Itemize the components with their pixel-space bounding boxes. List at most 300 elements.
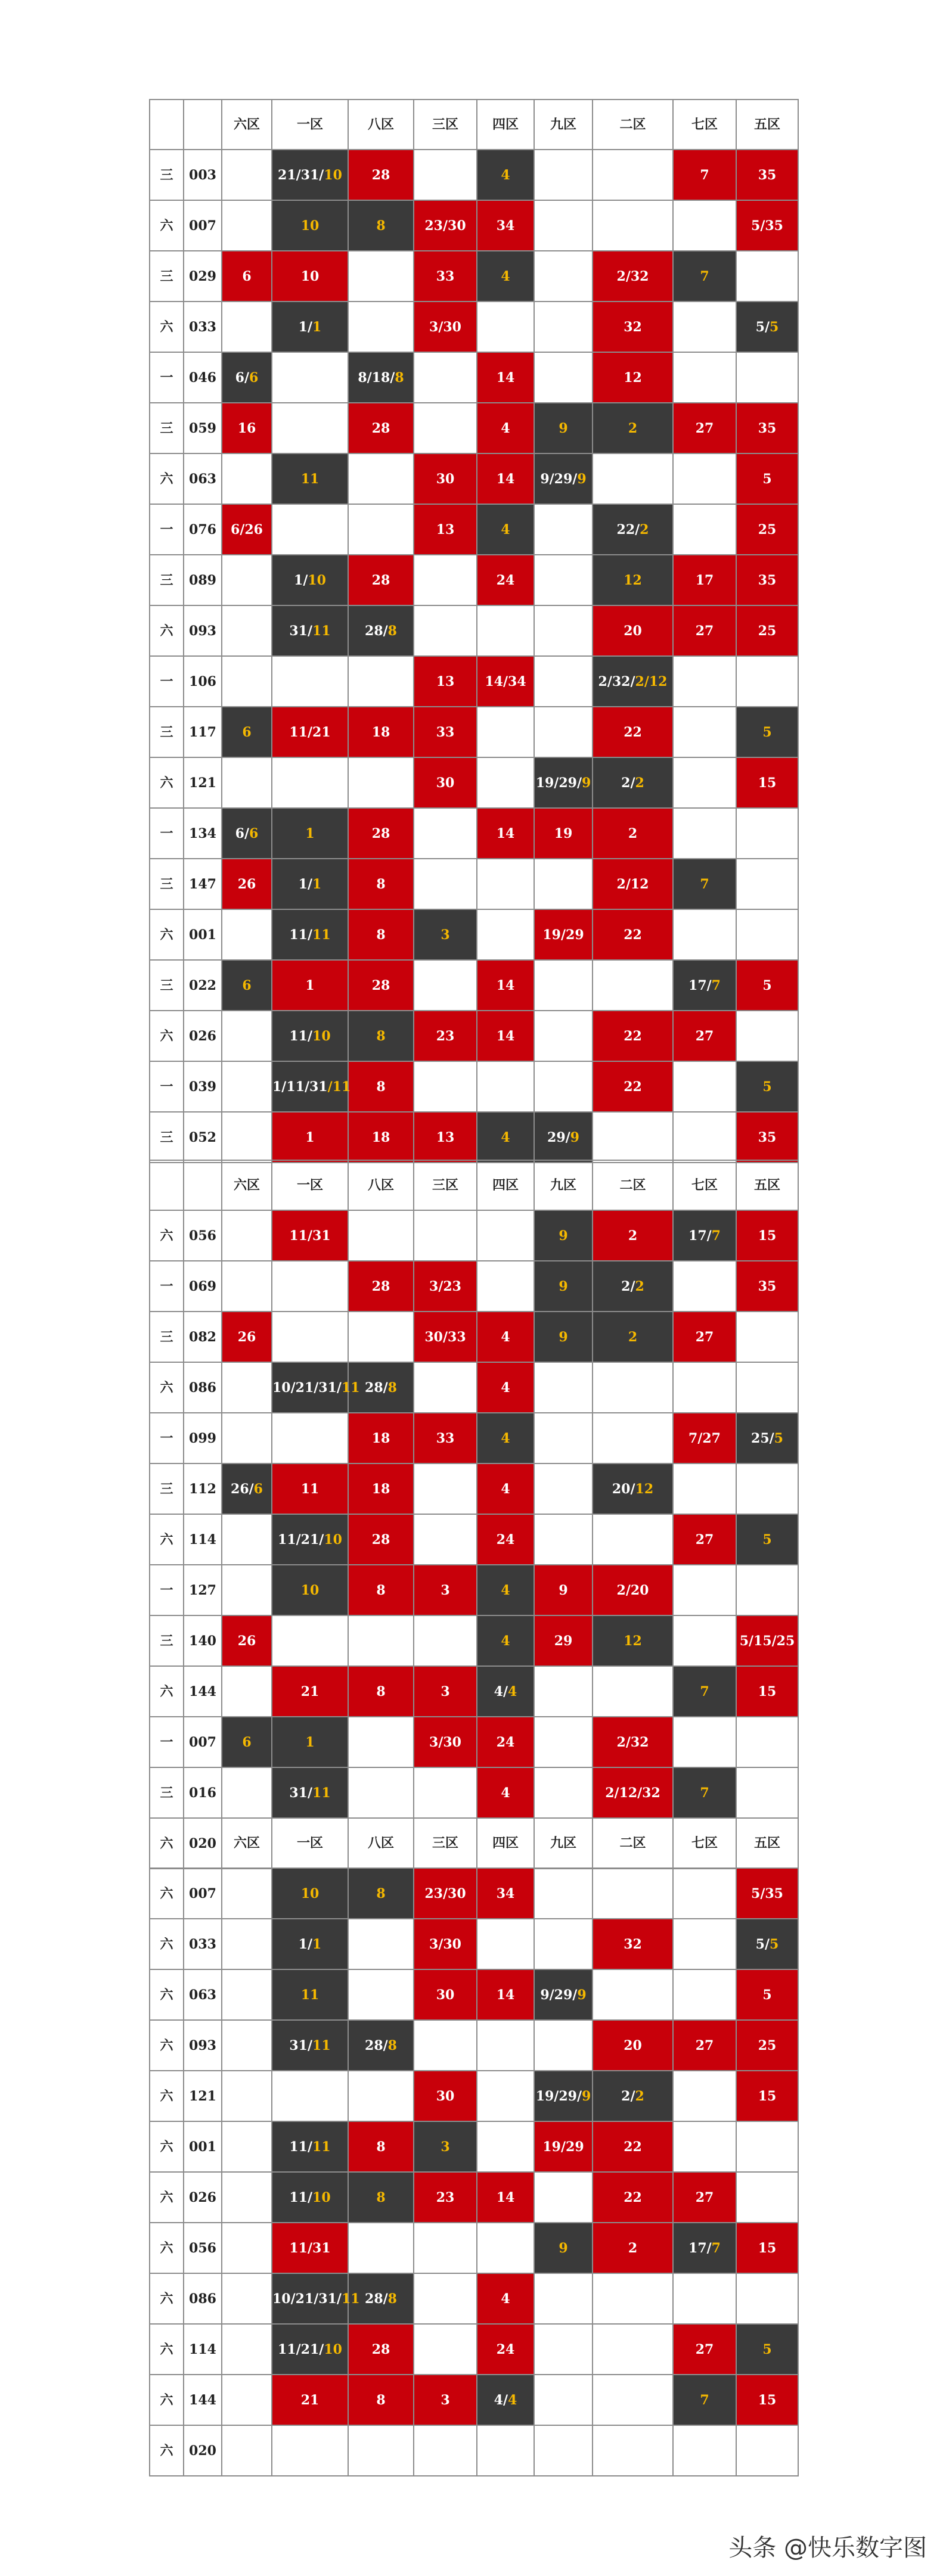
- zone-cell: [534, 605, 593, 656]
- zone-cell: [414, 251, 477, 302]
- zone-cell: [736, 2324, 798, 2375]
- zone-cell: [348, 1717, 414, 1767]
- number: 20: [624, 623, 642, 639]
- zone-cell: [272, 1362, 360, 1413]
- zone-cell: [673, 200, 736, 251]
- zone-cell: [673, 1717, 736, 1767]
- zone-cell: [593, 1565, 673, 1615]
- zone-cell: [593, 1615, 673, 1666]
- zone-cell: [477, 1717, 534, 1767]
- weekday-cell: 一: [150, 656, 184, 707]
- highlight-number: 5: [762, 1531, 772, 1548]
- number: 22: [624, 1079, 642, 1095]
- zone-cell: [673, 859, 736, 909]
- zone-cell: [534, 2425, 593, 2476]
- number: 19/29: [542, 927, 584, 943]
- number: 18: [371, 1430, 390, 1446]
- issue-number-cell: 121: [184, 2071, 222, 2121]
- weekday-cell: 六: [150, 605, 184, 656]
- zone-cell: [222, 1463, 272, 1514]
- number: 21/31/: [278, 167, 324, 183]
- zone-cell: [534, 251, 593, 302]
- zone-cell: [222, 200, 272, 251]
- zone-cell: [477, 251, 534, 302]
- issue-number-cell: 086: [184, 1362, 222, 1413]
- zone-cell: [414, 352, 477, 403]
- issue-number-cell: 039: [184, 1061, 222, 1112]
- zone-cell: [477, 1312, 534, 1362]
- zone-cell: [222, 2425, 272, 2476]
- zone-cell: [534, 1011, 593, 1061]
- zone-cell: [736, 859, 798, 909]
- number: 1: [305, 1129, 315, 1145]
- zone-cell: [477, 2273, 534, 2324]
- highlight-number: 8: [387, 2291, 397, 2307]
- zone-cell: [593, 2121, 673, 2172]
- zone-cell: [222, 302, 272, 352]
- zone-cell: [534, 453, 593, 504]
- zone-cell: [348, 2071, 414, 2121]
- issue-number-cell: 093: [184, 2020, 222, 2071]
- number: 4: [501, 1329, 510, 1345]
- zone-cell: [593, 2223, 673, 2273]
- zone-cell: [736, 1868, 798, 1919]
- issue-number-cell: 052: [184, 1112, 222, 1163]
- number: 8: [376, 1582, 386, 1598]
- zone-cell: [534, 150, 593, 200]
- zone-cell: [414, 1565, 477, 1615]
- number: 7/27: [688, 1430, 721, 1446]
- zone-cell: [272, 1514, 348, 1565]
- zone-cell: [348, 2425, 414, 2476]
- zone-cell: [673, 555, 736, 605]
- table-row: [150, 150, 798, 200]
- zone-cell: [477, 2121, 534, 2172]
- zone-cell: [477, 2223, 534, 2273]
- zone-cell: [593, 403, 673, 453]
- number: 10/21/31/: [272, 1379, 342, 1396]
- table-row: [150, 2375, 798, 2425]
- zone-cell: [222, 1514, 272, 1565]
- zone-cell: [736, 2375, 798, 2425]
- weekday-cell: 六: [150, 1919, 184, 1969]
- highlight-number: 9: [559, 1228, 568, 1244]
- number: 35: [758, 572, 777, 588]
- zone-cell: [673, 808, 736, 859]
- table-row: [150, 1868, 798, 1919]
- highlight-number: 1: [312, 319, 322, 335]
- zone-cell: [673, 1413, 736, 1463]
- number: 35: [758, 1129, 777, 1145]
- number: 31/: [289, 623, 313, 639]
- highlight-number: 10: [300, 1885, 320, 1901]
- zone-cell: [348, 504, 414, 555]
- number: 27: [695, 1329, 714, 1345]
- zone-cell: [414, 2172, 477, 2223]
- number: 5/: [755, 319, 770, 335]
- highlight-number: 10: [312, 2189, 331, 2205]
- number: 4: [501, 420, 510, 436]
- table-row: [150, 1514, 798, 1565]
- zone-cell: [272, 2273, 360, 2324]
- zone-cell: [477, 150, 534, 200]
- highlight-number: 9: [559, 420, 568, 436]
- highlight-number: 4: [501, 1633, 510, 1649]
- number: 24: [496, 2341, 515, 2357]
- number: 32: [624, 1936, 642, 1952]
- zone-cell: [673, 960, 736, 1011]
- table-row: [150, 555, 798, 605]
- header-cell: 八区: [348, 1818, 414, 1868]
- zone-cell: [222, 1112, 272, 1163]
- zone-cell: [414, 200, 477, 251]
- zone-cell: [593, 960, 673, 1011]
- number: 4: [501, 1481, 510, 1497]
- zone-cell: [673, 504, 736, 555]
- zone-cell: [348, 2172, 414, 2223]
- weekday-cell: 六: [150, 1868, 184, 1919]
- number: 25: [758, 2037, 777, 2053]
- number: 1/: [298, 1936, 313, 1952]
- issue-number-cell: 114: [184, 2324, 222, 2375]
- issue-number-cell: 121: [184, 757, 222, 808]
- table-row: [150, 1463, 798, 1514]
- number: 19/29/: [535, 2088, 582, 2104]
- issue-number-cell: 082: [184, 1312, 222, 1362]
- zone-cell: [673, 1565, 736, 1615]
- zone-cell: [348, 1969, 414, 2020]
- zone-cell: [736, 2172, 798, 2223]
- table-row: [150, 1061, 798, 1112]
- zone-cell: [534, 1565, 593, 1615]
- highlight-number: 11: [300, 1987, 320, 2003]
- number: 30: [436, 1987, 455, 2003]
- number: 30: [436, 775, 455, 791]
- number: 8: [376, 2392, 386, 2408]
- highlight-number: 11: [312, 927, 331, 943]
- zone-cell: [736, 1061, 798, 1112]
- zone-cell: [348, 2375, 414, 2425]
- highlight-number: 11: [312, 2139, 331, 2155]
- table-row: [150, 808, 798, 859]
- issue-number-cell: 093: [184, 605, 222, 656]
- zone-cell: [673, 656, 736, 707]
- header-cell: 三区: [414, 1818, 477, 1868]
- number: 8: [376, 1683, 386, 1699]
- number: 35: [758, 167, 777, 183]
- issue-number-cell: 001: [184, 2121, 222, 2172]
- number: 30/33: [424, 1329, 466, 1345]
- number: 26: [237, 1633, 256, 1649]
- zone-cell: [348, 707, 414, 757]
- zone-cell: [534, 302, 593, 352]
- number: 2: [628, 2240, 638, 2256]
- zone-cell: [348, 1919, 414, 1969]
- zone-cell: [477, 1011, 534, 1061]
- weekday-cell: 六: [150, 1666, 184, 1717]
- weekday-cell: 六: [150, 2172, 184, 2223]
- zone-cell: [272, 1112, 348, 1163]
- zone-cell: [414, 2273, 477, 2324]
- number: 22: [624, 2189, 642, 2205]
- table-row: [150, 2223, 798, 2273]
- zone-cell: [272, 1565, 348, 1615]
- number: 14: [496, 977, 515, 993]
- weekday-cell: 六: [150, 2324, 184, 2375]
- header-cell: 五区: [736, 1818, 798, 1868]
- zone-cell: [593, 2425, 673, 2476]
- zone-cell: [272, 1919, 348, 1969]
- zone-cell: [534, 1112, 593, 1163]
- zone-cell: [534, 1868, 593, 1919]
- table-row: [150, 352, 798, 403]
- zone-cell: [736, 656, 798, 707]
- zone-table-1: [149, 99, 799, 1163]
- zone-cell: [477, 1210, 534, 1261]
- number: 3: [441, 2392, 450, 2408]
- number: 27: [695, 2037, 714, 2053]
- zone-cell: [222, 2324, 272, 2375]
- zone-cell: [534, 1413, 593, 1463]
- highlight-number: 11: [300, 471, 320, 487]
- zone-cell: [477, 707, 534, 757]
- zone-cell: [534, 1767, 593, 1818]
- number: 15: [758, 2088, 777, 2104]
- zone-cell: [272, 1463, 348, 1514]
- zone-cell: [222, 909, 272, 960]
- zone-cell: [673, 251, 736, 302]
- table-row: [150, 2273, 798, 2324]
- zone-cell: [593, 1413, 673, 1463]
- issue-number-cell: 076: [184, 504, 222, 555]
- header-row: [150, 100, 798, 150]
- zone-cell: [477, 1919, 534, 1969]
- number: 28: [371, 825, 390, 841]
- zone-cell: [534, 808, 593, 859]
- zone-cell: [272, 2020, 348, 2071]
- zone-cell: [593, 1969, 673, 2020]
- highlight-number: 6: [249, 369, 259, 386]
- highlight-number: /11: [327, 1079, 351, 1095]
- weekday-cell: 六: [150, 909, 184, 960]
- number: 11/21/: [278, 1531, 324, 1548]
- number: 3/23: [429, 1278, 461, 1294]
- table-row: [150, 1362, 798, 1413]
- issue-number-cell: 099: [184, 1413, 222, 1463]
- zone-cell: [222, 707, 272, 757]
- header-cell: 二区: [593, 100, 673, 150]
- issue-number-cell: 007: [184, 200, 222, 251]
- highlight-number: 8: [387, 2037, 397, 2053]
- highlight-number: 1: [305, 1734, 315, 1750]
- highlight-number: 2/12: [635, 673, 668, 689]
- highlight-number: 6: [242, 977, 252, 993]
- zone-cell: [222, 1362, 272, 1413]
- zone-cell: [414, 757, 477, 808]
- zone-cell: [222, 757, 272, 808]
- number: 22: [624, 724, 642, 740]
- zone-cell: [593, 1112, 673, 1163]
- number: 2/: [621, 775, 635, 791]
- zone-cell: [673, 1362, 736, 1413]
- number: 28/: [365, 1379, 388, 1396]
- issue-number-cell: 134: [184, 808, 222, 859]
- highlight-number: 9: [559, 1278, 568, 1294]
- number: 14: [496, 471, 515, 487]
- zone-cell: [414, 302, 477, 352]
- zone-cell: [593, 2324, 673, 2375]
- number: 14: [496, 2189, 515, 2205]
- zone-cell: [736, 1969, 798, 2020]
- highlight-number: 4: [501, 521, 510, 537]
- number: 6: [242, 268, 252, 284]
- number: 4: [501, 2291, 510, 2307]
- zone-cell: [222, 859, 272, 909]
- zone-cell: [534, 1061, 593, 1112]
- weekday-cell: 一: [150, 1717, 184, 1767]
- weekday-cell: 六: [150, 2071, 184, 2121]
- issue-number-cell: 007: [184, 1868, 222, 1919]
- header-cell: 七区: [673, 1818, 736, 1868]
- zone-cell: [736, 453, 798, 504]
- highlight-number: 12: [624, 1633, 642, 1649]
- highlight-number: 7: [711, 977, 721, 993]
- header-cell: 二区: [593, 1818, 673, 1868]
- number: 2/: [621, 1278, 635, 1294]
- zone-cell: [272, 960, 348, 1011]
- zone-cell: [593, 1463, 673, 1514]
- zone-cell: [736, 302, 798, 352]
- zone-cell: [272, 1210, 348, 1261]
- issue-number-cell: 063: [184, 1969, 222, 2020]
- issue-number-cell: 144: [184, 2375, 222, 2425]
- zone-cell: [348, 555, 414, 605]
- number: 11: [300, 1481, 320, 1497]
- highlight-number: 8: [376, 1885, 386, 1901]
- zone-cell: [534, 656, 593, 707]
- zone-cell: [477, 1362, 534, 1413]
- number: 28: [371, 167, 390, 183]
- header-cell: 六区: [222, 1818, 272, 1868]
- highlight-number: 6: [242, 1734, 252, 1750]
- zone-cell: [272, 1261, 348, 1312]
- number: 13: [436, 673, 455, 689]
- table-row: [150, 2425, 798, 2476]
- highlight-number: 5: [774, 1430, 783, 1446]
- highlight-number: 9: [559, 1329, 568, 1345]
- zone-cell: [477, 504, 534, 555]
- zone-cell: [736, 909, 798, 960]
- zone-cell: [272, 504, 348, 555]
- weekday-cell: 一: [150, 808, 184, 859]
- highlight-number: 10: [324, 2341, 342, 2357]
- zone-cell: [414, 960, 477, 1011]
- number: 2/12/32: [605, 1785, 660, 1801]
- zone-cell: [222, 403, 272, 453]
- number: 5: [762, 1987, 772, 2003]
- zone-cell: [736, 1615, 798, 1666]
- zone-cell: [736, 707, 798, 757]
- zone-cell: [222, 1868, 272, 1919]
- zone-cell: [593, 2020, 673, 2071]
- zone-cell: [414, 1061, 477, 1112]
- zone-cell: [477, 1615, 534, 1666]
- zone-cell: [272, 2223, 348, 2273]
- weekday-cell: 六: [150, 2425, 184, 2476]
- number: 25/: [751, 1430, 774, 1446]
- number: 1: [305, 977, 315, 993]
- zone-cell: [272, 1666, 348, 1717]
- table-row: [150, 1312, 798, 1362]
- zone-cell: [477, 859, 534, 909]
- number: 28: [371, 2341, 390, 2357]
- issue-number-cell: 059: [184, 403, 222, 453]
- zone-cell: [414, 656, 477, 707]
- number: 14: [496, 825, 515, 841]
- table-row: [150, 605, 798, 656]
- number: 22/: [616, 521, 640, 537]
- highlight-number: 9: [577, 1987, 587, 2003]
- issue-number-cell: 063: [184, 453, 222, 504]
- zone-cell: [736, 1413, 798, 1463]
- weekday-cell: 三: [150, 251, 184, 302]
- highlight-number: 7: [711, 1228, 721, 1244]
- number: 2/32/: [598, 673, 635, 689]
- issue-number-cell: 114: [184, 1514, 222, 1565]
- table-row: [150, 1565, 798, 1615]
- highlight-number: 5: [770, 319, 779, 335]
- number: 15: [758, 775, 777, 791]
- table-row: [150, 2172, 798, 2223]
- zone-cell: [593, 2071, 673, 2121]
- zone-cell: [673, 1969, 736, 2020]
- highlight-number: 4: [501, 268, 510, 284]
- zone-cell: [736, 808, 798, 859]
- number: 8: [376, 1079, 386, 1095]
- zone-cell: [477, 403, 534, 453]
- zone-cell: [534, 707, 593, 757]
- highlight-number: 2: [628, 1329, 638, 1345]
- number: 23: [436, 1028, 455, 1044]
- header-cell: 九区: [534, 1818, 593, 1868]
- zone-cell: [272, 1312, 348, 1362]
- highlight-number: 11: [341, 1379, 360, 1396]
- zone-cell: [534, 2273, 593, 2324]
- number: 28/: [365, 2037, 388, 2053]
- zone-cell: [673, 1312, 736, 1362]
- zone-cell: [272, 757, 348, 808]
- zone-cell: [414, 2425, 477, 2476]
- number: 14: [496, 1987, 515, 2003]
- number: 34: [496, 217, 515, 234]
- zone-cell: [414, 1767, 477, 1818]
- table-row: [150, 200, 798, 251]
- zone-cell: [736, 1565, 798, 1615]
- number: 8: [376, 876, 386, 892]
- zone-cell: [222, 2223, 272, 2273]
- number: 5/: [755, 1936, 770, 1952]
- zone-cell: [736, 1362, 798, 1413]
- number: 2/20: [616, 1582, 649, 1598]
- weekday-cell: 一: [150, 1261, 184, 1312]
- number: 1/: [294, 572, 308, 588]
- highlight-number: 4: [501, 1129, 510, 1145]
- zone-cell: [414, 1514, 477, 1565]
- number: 13: [436, 1129, 455, 1145]
- number: 11/21/: [278, 2341, 324, 2357]
- number: 19/29/: [535, 775, 582, 791]
- zone-cell: [272, 1615, 348, 1666]
